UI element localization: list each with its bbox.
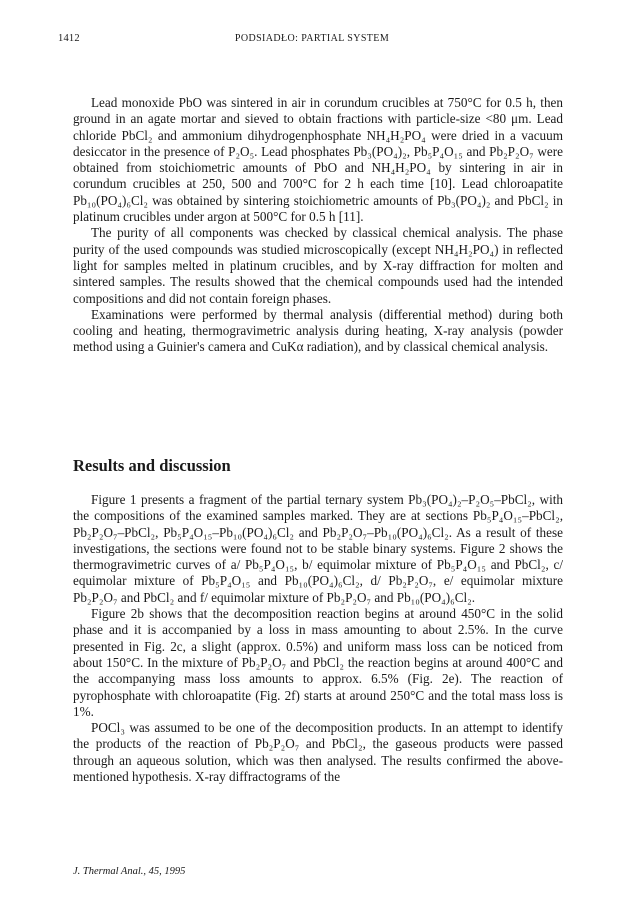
running-title: PODSIADŁO: PARTIAL SYSTEM xyxy=(234,33,390,44)
paragraph-figure-2b: Figure 2b shows that the decomposition reaction begins at around 450°C in the solid phase and it is accompanied by a loss in mass amounting to about 2.5%. In the curve presented in Fig. 2c, a slight (approx. 0.5%) and uniform mass loss can be noticed from about 150°C. In the mixture of Pb₂P₂O₇ and PbCl₂ the reaction begins at around 400°C and the accompanying mass loss amounts to approx. 6.5% (Fig. 2e). The reaction of pyrophosphate with chloroapatite (Fig. 2f) starts at around 250°C and the total mass loss is 1%. xyxy=(73,606,563,719)
paragraph-purity: The purity of all components was checked by classical chemical analysis. The phase purity of the used compounds was studied microscopically (except NH₄H₂PO₄) in reflected light for samples melted in platinum crucibles, and by X-ray diffraction for molten and sintered samples. The results showed that the chemical compounds used had the intended compositions and did not contain foreign phases. xyxy=(73,225,563,306)
paragraph-figure-1: Figure 1 presents a fragment of the partial ternary system Pb₃(PO₄)₂–P₂O₅–PbCl₂, with the compositions of the examined samples marked. They are at sections Pb₅P₄O₁₅–PbCl₂, Pb₂P₂O₇–PbCl₂, Pb₅P₄O₁₅–Pb₁₀(PO₄)₆Cl₂ and Pb₂P₂O₇–Pb₁₀(PO₄)₆Cl₂. As a result of these investigations, the sections were found not to be stable binary systems. Figure 2 shows the thermogravimetric curves of a/ Pb₅P₄O₁₅, b/ equimolar mixture of Pb₅P₄O₁₅ and PbCl₂, c/ equimolar mixture of Pb₅P₄O₁₅ and Pb₁₀(PO₄)₆Cl₂, d/ Pb₂P₂O₇, e/ equimolar mixture Pb₂P₂O₇ and PbCl₂ and f/ equimolar mixture of Pb₂P₂O₇ and Pb₁₀(PO₄)₆Cl₂. xyxy=(73,492,563,605)
results-section xyxy=(73,492,563,785)
running-head xyxy=(58,33,566,49)
page-number: 1412 xyxy=(58,33,80,44)
paragraph-materials: Lead monoxide PbO was sintered in air in corundum crucibles at 750°C for 0.5 h, then ground in an agate mortar and sieved to obtain fractions with particle-size <80 μm. Lead chloride PbCl₂ and ammonium dihydrogenphosphate NH₄H₂PO₄ were dried in a vacuum desiccator in the presence of P₂O₅. Lead phosphates Pb₃(PO₄)₂, Pb₅P₄O₁₅ and Pb₂P₂O₇ were obtained from stoichiometric amounts of PbO and NH₄H₂PO₄ by sintering in air in corundum crucibles at 250, 500 and 700°C for 2 h each time [10]. Lead chloroapatite Pb₁₀(PO₄)₆Cl₂ was obtained by sintering stoichiometric amounts of Pb₃(PO₄)₂ and PbCl₂ in platinum crucibles under argon at 500°C for 0.5 h [11]. xyxy=(73,95,563,225)
paragraph-pocl3: POCl₃ was assumed to be one of the decomposition products. In an attempt to identify the products of the reaction of Pb₂P₂O₇ and PbCl₂, the gaseous products were passed through an aqueous solution, which was then analysed. The results confirmed the above-mentioned hypothesis. X-ray diffractograms of the xyxy=(73,720,563,785)
section-heading: Results and discussion xyxy=(73,456,231,475)
journal-citation: J. Thermal Anal., 45, 1995 xyxy=(73,866,186,877)
paragraph-examinations: Examinations were performed by thermal analysis (differential method) during both cooling and heating, thermogravimetric analysis during heating, X-ray analysis (powder method using a Guinier's camera and CuKα radiation), and by classical chemical analysis. xyxy=(73,306,563,355)
intro-section xyxy=(73,95,563,356)
